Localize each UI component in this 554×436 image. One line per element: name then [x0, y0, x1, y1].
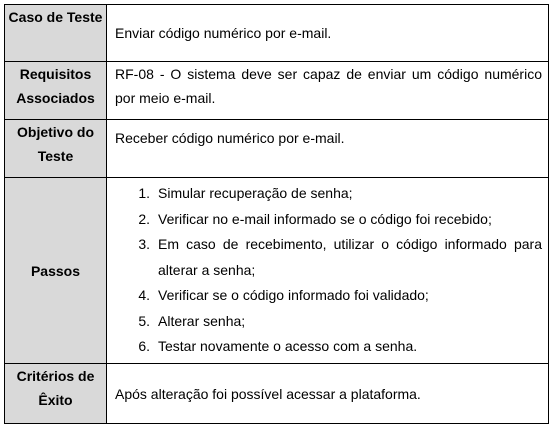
step-item: [115, 181, 542, 207]
value-criterios-de-exito: Após alteração foi possível acessar a plataforma.: [107, 364, 549, 424]
steps-list: [115, 181, 542, 360]
row-caso-de-teste: [5, 5, 549, 62]
step-number: 6.: [138, 338, 150, 355]
step-text: Alterar senha;: [158, 312, 246, 329]
value-passos: [107, 178, 549, 364]
value-requisitos-associados: RF-08 - O sistema deve ser capaz de enviar um código numérico por meio e-mail.: [107, 62, 549, 120]
row-passos: [5, 178, 549, 364]
step-text: Verificar no e-mail informado se o código foi recebido;: [158, 210, 492, 227]
label-caso-de-teste: Caso de Teste: [5, 5, 107, 62]
step-number: 1.: [138, 185, 150, 202]
step-text: Em caso de recebimento, utilizar o código informado para alterar a senha;: [158, 236, 542, 278]
step-number: 2.: [138, 210, 150, 227]
label-criterios-de-exito: Critérios de Êxito: [5, 364, 107, 424]
step-item: [115, 283, 542, 309]
label-objetivo-do-teste: Objetivo do Teste: [5, 120, 107, 178]
step-item: [115, 207, 542, 233]
step-text: Simular recuperação de senha;: [158, 185, 353, 202]
step-text: Testar novamente o acesso com a senha.: [158, 338, 418, 355]
step-text: Verificar se o código informado foi validado;: [158, 287, 429, 304]
step-number: 3.: [138, 236, 150, 253]
row-requisitos: [5, 62, 549, 120]
value-objetivo-do-teste: Receber código numérico por e-mail.: [107, 120, 549, 178]
step-item: [115, 309, 542, 335]
step-number: 5.: [138, 312, 150, 329]
row-objetivo: [5, 120, 549, 178]
step-item: [115, 232, 542, 283]
step-number: 4.: [138, 287, 150, 304]
test-case-table: [4, 4, 549, 424]
label-passos: Passos: [5, 178, 107, 364]
value-caso-de-teste: Enviar código numérico por e-mail.: [107, 5, 549, 62]
step-item: [115, 334, 542, 360]
label-requisitos-associados: Requisitos Associados: [5, 62, 107, 120]
row-criterios: [5, 364, 549, 424]
